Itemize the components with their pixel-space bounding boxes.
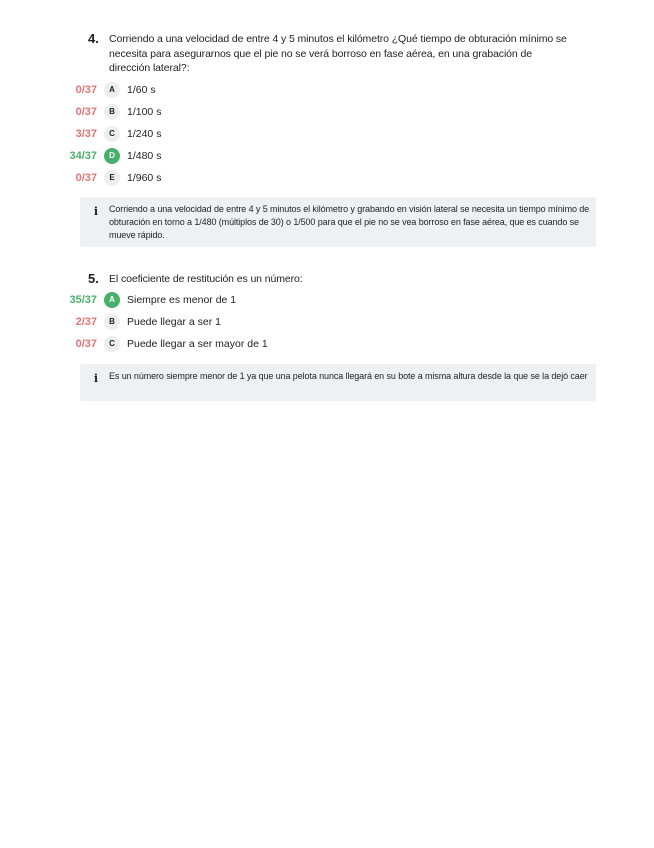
response-count: 0/37 — [75, 84, 97, 96]
question-text: El coeficiente de restitución es un número: — [109, 273, 303, 285]
option-label: 1/100 s — [127, 106, 162, 118]
option-label: 1/240 s — [127, 128, 162, 140]
option-label: 1/480 s — [127, 150, 162, 162]
option-label: Siempre es menor de 1 — [127, 294, 237, 306]
response-count: 0/37 — [75, 106, 97, 118]
option-letter-badge: E — [104, 170, 120, 186]
answer-option-d-correct — [0, 146, 654, 166]
option-letter-badge: C — [104, 336, 120, 352]
option-label: Puede llegar a ser 1 — [127, 316, 221, 328]
explanation-text: Corriendo a una velocidad de entre 4 y 5 minutos el kilómetro y grabando en visión lateral se necesita un tiempo mínimo de obturación en torno a 1/480 (múltiplos de 30) o 1/500 para que el pie no se vea borroso en fase aérea, que es cuando se mueve rápido. — [109, 204, 590, 241]
option-letter-badge: A — [104, 82, 120, 98]
question-number: 5. — [88, 271, 99, 286]
response-count: 2/37 — [75, 316, 97, 328]
option-letter-badge-correct: A — [104, 292, 120, 308]
option-letter-badge: C — [104, 126, 120, 142]
answer-option-b — [0, 312, 654, 332]
response-count: 3/37 — [75, 128, 97, 140]
answer-option-a — [0, 80, 654, 100]
answer-option-c — [0, 334, 654, 354]
option-label: 1/60 s — [127, 84, 156, 96]
info-icon: i — [93, 205, 99, 218]
question-text: Corriendo a una velocidad de entre 4 y 5 minutos el kilómetro ¿Qué tiempo de obturación mínimo se necesita para asegurarnos que el pie no se verá borroso en fase aérea, en una grabación de dirección lateral?: — [109, 33, 567, 75]
option-letter-badge: B — [104, 314, 120, 330]
response-count: 0/37 — [75, 172, 97, 184]
option-letter-badge: B — [104, 104, 120, 120]
answer-option-c — [0, 124, 654, 144]
response-count: 35/37 — [69, 294, 97, 306]
explanation-panel — [80, 197, 596, 247]
option-label: Puede llegar a ser mayor de 1 — [127, 338, 268, 350]
explanation-panel — [80, 364, 596, 401]
explanation-text: Es un número siempre menor de 1 ya que una pelota nunca llegará en su bote a misma altura desde la que se la dejó caer — [109, 371, 588, 381]
response-count: 34/37 — [69, 150, 97, 162]
answer-option-e — [0, 168, 654, 188]
response-count: 0/37 — [75, 338, 97, 350]
option-label: 1/960 s — [127, 172, 162, 184]
answer-option-b — [0, 102, 654, 122]
option-letter-badge-correct: D — [104, 148, 120, 164]
question-number: 4. — [88, 31, 99, 46]
answer-option-a-correct — [0, 290, 654, 310]
info-icon: i — [93, 372, 99, 385]
